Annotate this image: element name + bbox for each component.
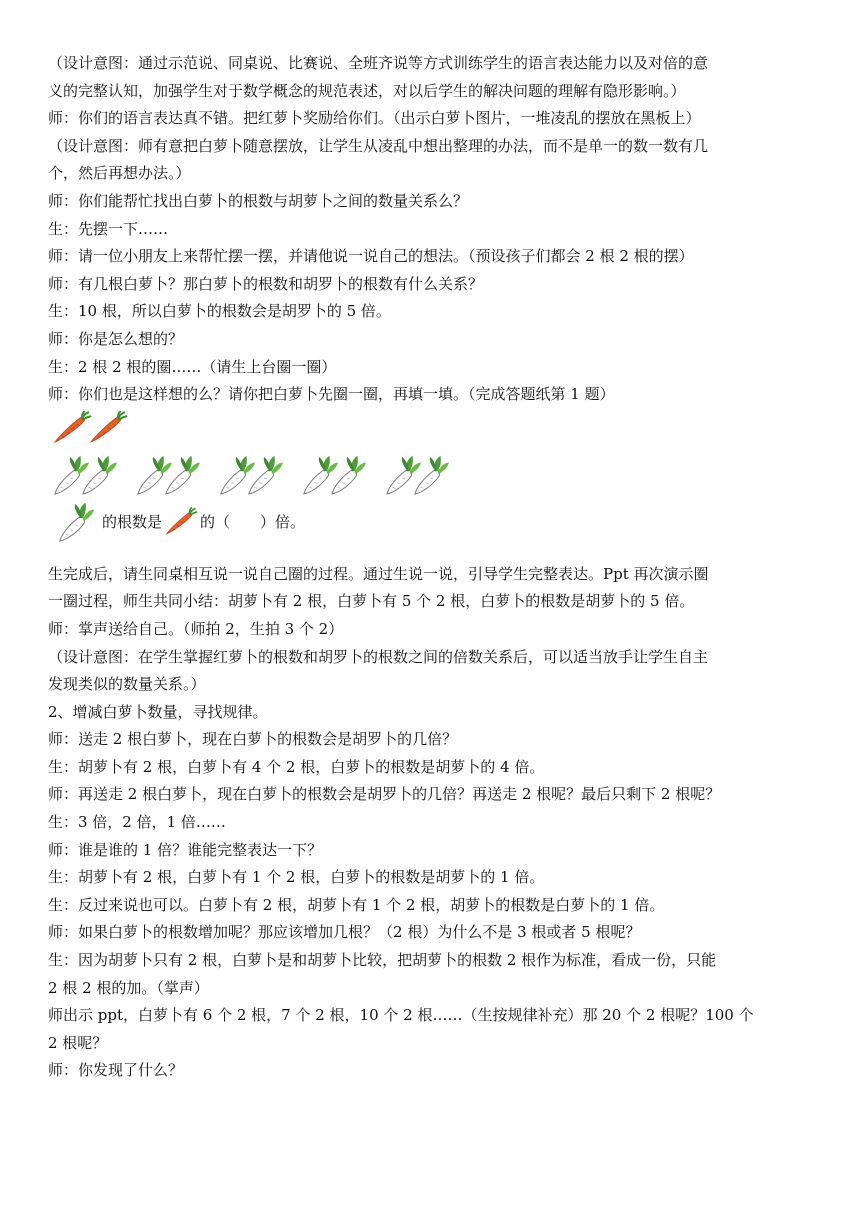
text-line: 师出示 ppt，白萝卜有 6 个 2 根，7 个 2 根，10 个 2 根……（生按规律补充）那 20 个 2 根呢？100 个 bbox=[48, 1006, 754, 1025]
sentence-part1: 的根数是 bbox=[102, 513, 163, 532]
white-radish-icon bbox=[304, 456, 338, 494]
fill-in-sentence bbox=[52, 501, 307, 543]
carrot-icon bbox=[164, 507, 198, 537]
radish-pair bbox=[301, 453, 367, 497]
white-radish-icon bbox=[166, 456, 200, 494]
carrot-pair bbox=[52, 411, 132, 445]
text-line: 生完成后，请生同桌相互说一说自己圈的过程。通过生说一说，引导学生完整表达。Ppt 再次演示圈 bbox=[48, 564, 709, 583]
white-radish-icon bbox=[83, 456, 117, 494]
top-paragraphs bbox=[48, 50, 818, 409]
white-radish-icon bbox=[221, 456, 255, 494]
carrot-row bbox=[52, 411, 132, 447]
text-line: 师：你们也是这样想的么？请你把白萝卜先圈一圈，再填一填。（完成答题纸第 1 题） bbox=[48, 385, 615, 404]
white-radish-icon bbox=[55, 456, 89, 494]
text-line: 生：10 根，所以白萝卜的根数会是胡罗卜的 5 倍。 bbox=[48, 302, 391, 321]
document-page bbox=[48, 50, 818, 1085]
carrot-icon bbox=[91, 411, 127, 442]
radish-pair bbox=[52, 453, 118, 497]
text-line: （设计意图：师有意把白萝卜随意摆放，让学生从凌乱中想出整理的办法，而不是单一的数一数有几 bbox=[48, 136, 709, 155]
text-line: 师：掌声送给自己。（师拍 2，生拍 3 个 2） bbox=[48, 619, 344, 638]
text-line: 发现类似的数量关系。） bbox=[48, 675, 206, 694]
white-radish-icon bbox=[52, 501, 100, 543]
text-line: 师：你是怎么想的？ bbox=[48, 329, 184, 348]
text-line: 2 根呢？ bbox=[48, 1033, 108, 1052]
text-line: 生：3 倍，2 倍，1 倍…… bbox=[48, 813, 226, 832]
text-line: 一圈过程，师生共同小结：胡萝卜有 2 根，白萝卜有 5 个 2 根，白萝卜的根数是胡萝卜的 5 倍。 bbox=[48, 592, 695, 611]
text-line: 生：2 根 2 根的圈……（请生上台圈一圈） bbox=[48, 357, 337, 376]
text-line: 2、增减白萝卜数量，寻找规律。 bbox=[48, 702, 268, 721]
text-line: （设计意图：通过示范说、同桌说、比赛说、全班齐说等方式训练学生的语言表达能力以及对倍的意 bbox=[48, 54, 709, 72]
text-line: 义的完整认知，加强学生对于数学概念的规范表述，对以后学生的解决问题的理解有隐形影响。） bbox=[48, 81, 686, 100]
text-line: 生：反过来说也可以。白萝卜有 2 根，胡萝卜有 1 个 2 根，胡萝卜的根数是白萝卜的 1 倍。 bbox=[48, 895, 665, 914]
text-line: 师：谁是谁的 1 倍？谁能完整表达一下？ bbox=[48, 840, 323, 859]
text-line: 生：因为胡萝卜只有 2 根，白萝卜是和胡萝卜比较，把胡萝卜的根数 2 根作为标准，看成一份，只能 bbox=[48, 951, 717, 970]
radish-row bbox=[52, 453, 450, 497]
text-line: 生：胡萝卜有 2 根，白萝卜有 4 个 2 根，白萝卜的根数是胡萝卜的 4 倍。 bbox=[48, 757, 545, 776]
text-line: 师：你发现了什么？ bbox=[48, 1061, 184, 1080]
text-line: 师：再送走 2 根白萝卜，现在白萝卜的根数会是胡罗卜的几倍？再送走 2 根呢？最后只剩下 2 根呢？ bbox=[48, 785, 721, 804]
radish-pair bbox=[384, 453, 450, 497]
radish-pair bbox=[218, 453, 284, 497]
white-radish-icon bbox=[138, 456, 172, 494]
text-line: 师：你们能帮忙找出白萝卜的根数与胡萝卜之间的数量关系么？ bbox=[48, 191, 469, 210]
text-line: 师：送走 2 根白萝卜，现在白萝卜的根数会是胡罗卜的几倍？ bbox=[48, 730, 458, 749]
white-radish-icon bbox=[415, 456, 449, 494]
carrot-radish-figure bbox=[48, 409, 818, 547]
spacer bbox=[48, 547, 818, 561]
sentence-part2: 的（ ）倍。 bbox=[200, 513, 306, 532]
text-line: 生：先摆一下…… bbox=[48, 219, 169, 238]
text-line: 个，然后再想办法。） bbox=[48, 164, 191, 183]
bottom-paragraphs bbox=[48, 561, 818, 1085]
text-line: 生：胡萝卜有 2 根，白萝卜有 1 个 2 根，白萝卜的根数是胡萝卜的 1 倍。 bbox=[48, 868, 545, 887]
text-line: 师：你们的语言表达真不错。把红萝卜奖励给你们。（出示白萝卜图片，一堆凌乱的摆放在黑板上） bbox=[48, 109, 701, 128]
text-line: 师：如果白萝卜的根数增加呢？那应该增加几根？（2 根）为什么不是 3 根或者 5 根呢？ bbox=[48, 923, 641, 942]
white-radish-icon bbox=[387, 456, 421, 494]
text-line: （设计意图：在学生掌握红萝卜的根数和胡罗卜的根数之间的倍数关系后，可以适当放手让学生自主 bbox=[48, 647, 709, 666]
carrot-icon bbox=[55, 411, 91, 442]
white-radish-icon bbox=[332, 456, 366, 494]
radish-pair bbox=[135, 453, 201, 497]
text-line: 师：有几根白萝卜？那白萝卜的根数和胡罗卜的根数有什么关系？ bbox=[48, 274, 484, 293]
text-line: 师：请一位小朋友上来帮忙摆一摆，并请他说一说自己的想法。（预设孩子们都会 2 根 2 根的摆） bbox=[48, 247, 694, 266]
white-radish-icon bbox=[249, 456, 283, 494]
text-line: 2 根 2 根的加。（掌声） bbox=[48, 978, 209, 997]
